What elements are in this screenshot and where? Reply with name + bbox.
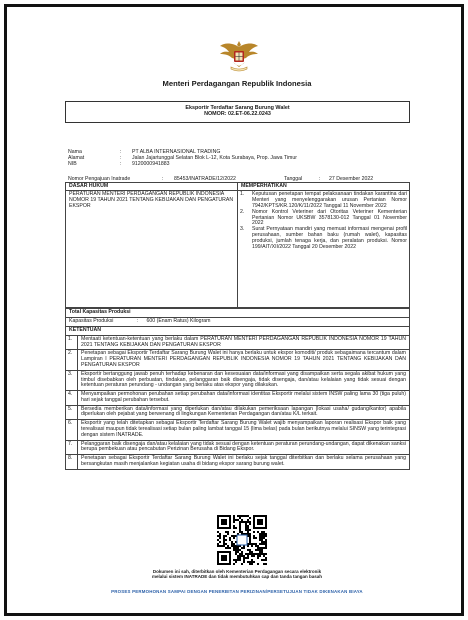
ministry-heading: Menteri Perdagangan Republik Indonesia: [162, 79, 312, 88]
date-label: Tanggal: [284, 175, 303, 182]
document-number: NOMOR: 02.ET-06.22.0243: [204, 111, 271, 118]
capacity-table: [65, 308, 410, 327]
capacity-label: Kapasitas Produksi: [66, 318, 134, 327]
colon: :: [120, 154, 122, 161]
consideration-item: 1. Keputusan penetapan tempat pelaksanaan tindakan karantina dari Menteri yang menyelenggarakan urusan Pertanian Nomor 7942/KPTS/KR.120/K/11/2022 Tanggal 11 November 2022: [240, 191, 407, 209]
capacity-value: 600 (Enam Ratus) Kilogram: [144, 318, 410, 327]
name-label: Nama: [68, 148, 82, 155]
provision-row: 2. Penetapan sebagai Eksportir Terdaftar Sarang Burung Walet ini hanya berlaku untuk ekspor komoditi/ produk sebagaimana tercantum dalam Lampiran I PERATURAN MENTERI PERDAGANGAN REPUBLIK INDONESIA NOMOR 19 TAHUN 2021 TENTANG KEBIJAKAN DAN PENGATURAN EKSPOR: [66, 350, 410, 370]
colon: :: [134, 318, 144, 327]
certificate-body: [65, 101, 410, 470]
request-label: Nomor Pengajuan Inatrade: [68, 175, 131, 182]
colon: :: [162, 175, 164, 182]
provision-row: 1. Mentaati ketentuan-ketentuan yang berlaku dalam PERATURAN MENTERI PERDAGANGAN REPUBLIK INDONESIA NOMOR 19 TAHUN 2021 TENTANG KEBIJAKAN DAN PENGATURAN EKSPOR: [66, 335, 410, 350]
address-value: Jalan Jajartunggal Selatan Blok L-12, Kota Surabaya, Prop. Jawa Timur: [132, 154, 297, 161]
considerations-heading: MEMPERHATIKAN: [238, 182, 410, 191]
provisions-heading: KETENTUAN: [66, 327, 410, 335]
colon: :: [120, 148, 122, 155]
capacity-heading: Total Kapasitas Produksi: [66, 309, 410, 318]
validity-note: [7, 569, 467, 580]
basis-table: [65, 182, 410, 309]
request-row: [65, 168, 410, 182]
provision-row: 4. Menyampaikan permohonan perubahan setiap perubahan data/informasi identitas Eksportir melalui sistem INSW paling lama 30 (tiga puluh) hari sejak tanggal perubahan tersebut.: [66, 391, 410, 406]
address-label: Alamat: [68, 154, 85, 161]
consideration-item: 2. Nomor Kontrol Veteriner dari Otoritas Veteriner Kementerian Pertanian Nomor UKSBW 3578130-012 Tanggal 01 November 2022: [240, 208, 407, 227]
considerations-list: [238, 191, 410, 308]
provision-row: 7. Pelanggaran baik disengaja dan/atau kelalaian yang tidak sesuai dengan ketentuan peraturan perundang-undangan, dapat dikenakan sanksi berupa pembekuan atau pencabutan Perizinan Berusaha di Bidang Ekspor.: [66, 440, 410, 455]
identity-section: [65, 123, 410, 168]
legal-basis-heading: DASAR HUKUM: [66, 182, 238, 191]
nib-value: 9120000941883: [132, 160, 170, 167]
validity-note-line: Dokumen ini sah, diterbitkan oleh Kementerian Perdagangan secara elektronik: [152, 569, 322, 574]
nib-label: NIB: [68, 160, 77, 167]
document-title: Eksportir Terdaftar Sarang Burung Walet: [185, 105, 290, 111]
document-page: [4, 4, 464, 616]
consideration-item: 3. Surat Pernyataan mandiri yang memuat informasi mengenai profil perusahaan, sumber bahan baku (rumah walet), kapasitas produksi, jumlah tenaga kerja, dan peralatan produksi. Nomor 199/AIT/XII/2022 Tanggal 20 Desember 2022: [240, 226, 407, 250]
name-value: PT ALBA INTERNASIONAL TRADING: [132, 148, 221, 155]
provision-row: 3. Eksportir bertanggung jawab penuh terhadap kebenaran dan kesesuaian data/informasi yang disampaikan serta segala akibat hukum yang timbul disebabkan oleh perbuatan, tindakan, pelanggaran baik disengaja, tidak disengaja, dan/atau kelalaian yang tidak sesuai dengan ketentuan peraturan perundang - undangan yang berlaku atas ekspor yang dilakukan.: [66, 370, 410, 390]
provision-row: 8. Penetapan sebagai Eksportir Terdaftar Sarang Burung Walet ini berlaku sejak tanggal diterbitkan dan berlaku selama perusahaan yang bersangkutan masih menjalankan kegiatan usaha di bidang ekspor sarang burung walet.: [66, 455, 410, 470]
qr-code-icon: [217, 515, 267, 565]
provision-row: 5. Bersedia memberikan data/informasi yang diperlukan dan/atau dilakukan pemeriksaan lapangan (lokasi usaha/ gudang/kantor) apabila diperlukan oleh pejabat yang berwenang di lingkungan Kementerian Perdagangan dan/atau K/L terkait.: [66, 405, 410, 420]
validity-note-line: melalui sistem INATRADE dan tidak membutuhkan cap dan tanda tangan basah: [152, 574, 322, 580]
provision-row: 6. Eksportir yang telah ditetapkan sebagai Eksportir Terdaftar Sarang Burung Walet wajib menyampaikan laporan realisasi Ekspor baik yang terealisasi maupun tidak terealisasi setiap bulan paling lambat tanggal 15 (lima belas) pada bulan berikutnya melalui SINSW yang terintegrasi dengan sistem INATRADE.: [66, 420, 410, 440]
date-value: 27 Desember 2022: [329, 175, 374, 182]
legal-basis-text: PERATURAN MENTERI PERDAGANGAN REPUBLIK INDONESIA NOMOR 19 TAHUN 2021 TENTANG KEBIJAKAN DAN PENGATURAN EKSPOR: [66, 191, 238, 308]
request-value: 85453/INATRADE/12/2022: [174, 175, 236, 182]
colon: :: [120, 160, 122, 167]
garuda-emblem-icon: [219, 37, 259, 73]
document-title-box: [65, 101, 410, 123]
provisions-table: [65, 327, 410, 470]
colon: :: [319, 175, 321, 182]
no-fee-banner: PROSES PERMOHONAN SAMPAI DENGAN PENERBITAN PERIZINAN/PERSETUJUAN TIDAK DIKENAKAN BIAYA: [111, 589, 363, 594]
identity-nib-row: [68, 162, 410, 168]
